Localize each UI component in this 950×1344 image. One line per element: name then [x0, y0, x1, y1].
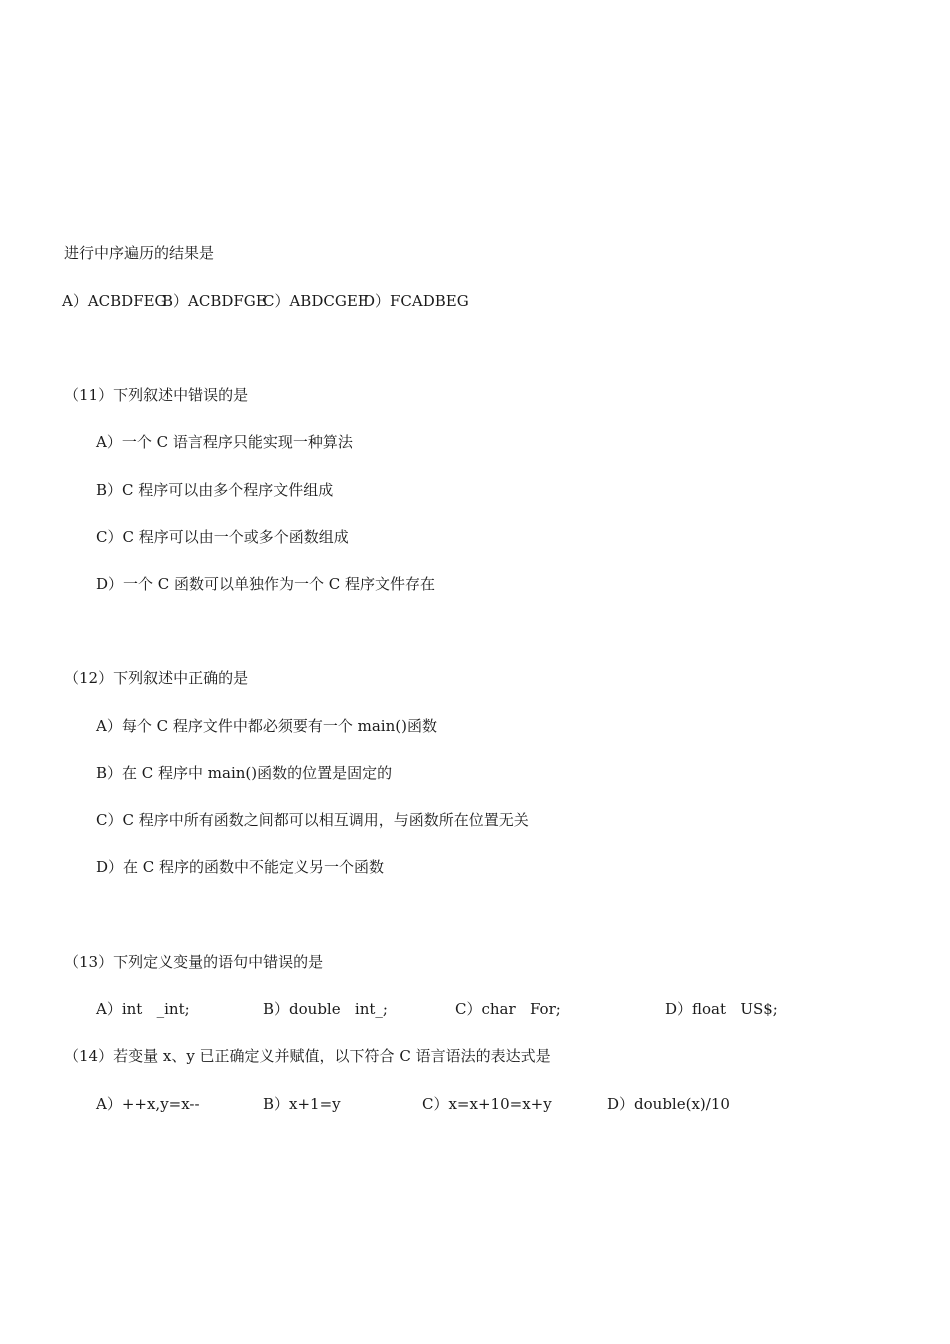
question-stem-continuation: 进行中序遍历的结果是: [64, 244, 215, 262]
question-13-option-a: A）int _int;: [96, 1000, 190, 1018]
question-11-option-c: C）C 程序可以由一个或多个函数组成: [96, 528, 349, 546]
question-11-stem: （11）下列叙述中错误的是: [64, 386, 249, 404]
question-13-stem: （13）下列定义变量的语句中错误的是: [64, 953, 324, 971]
question-14-option-d: D）double(x)/10: [607, 1095, 730, 1113]
question-13-option-b: B）double int_;: [263, 1000, 388, 1018]
question-13-option-d: D）float US$;: [665, 1000, 778, 1018]
question-12-option-a: A）每个 C 程序文件中都必须要有一个 main()函数: [96, 717, 437, 735]
option-c: C）ABDCGEF: [263, 292, 369, 310]
question-14-option-c: C）x=x+10=x+y: [422, 1095, 552, 1113]
option-a: A）ACBDFEG: [62, 292, 167, 310]
question-12-option-b: B）在 C 程序中 main()函数的位置是固定的: [96, 764, 393, 782]
question-12-option-c: C）C 程序中所有函数之间都可以相互调用，与函数所在位置无关: [96, 811, 529, 829]
option-b: B）ACBDFGE: [162, 292, 267, 310]
question-11-option-d: D）一个 C 函数可以单独作为一个 C 程序文件存在: [96, 575, 436, 593]
option-d: D）FCADBEG: [363, 292, 469, 310]
question-14-option-b: B）x+1=y: [263, 1095, 341, 1113]
question-12-option-d: D）在 C 程序的函数中不能定义另一个函数: [96, 858, 385, 876]
question-14-stem: （14）若变量 x、y 已正确定义并赋值，以下符合 C 语言语法的表达式是: [64, 1047, 551, 1065]
question-11-option-a: A）一个 C 语言程序只能实现一种算法: [96, 433, 353, 451]
question-11-option-b: B）C 程序可以由多个程序文件组成: [96, 481, 334, 499]
question-13-option-c: C）char For;: [455, 1000, 561, 1018]
question-14-option-a: A）++x,y=x--: [96, 1095, 200, 1113]
question-12-stem: （12）下列叙述中正确的是: [64, 669, 249, 687]
